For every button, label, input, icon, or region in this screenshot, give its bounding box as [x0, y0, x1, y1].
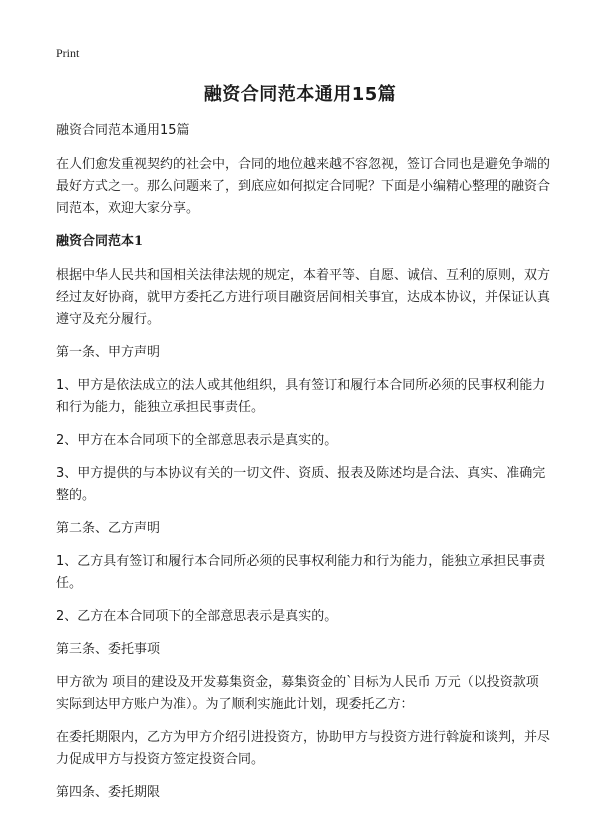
document-subtitle: 融资合同范本通用15篇 — [56, 123, 190, 138]
paragraph-3: 2、甲方在本合同项下的全部意思表示是真实的。 — [56, 433, 338, 448]
intro-paragraph: 在人们愈发重视契约的社会中，合同的地位越来越不容忽视，签订合同也是避免争端的最好方式之一。那么问题来了，到底应如何拟定合同呢？下面是小编精心整理的融资合同范本，欢迎大家分享。 — [56, 157, 551, 216]
document-body — [56, 120, 550, 815]
print-link[interactable]: Print — [56, 46, 80, 60]
paragraph-4: 3、甲方提供的与本协议有关的一切文件、资质、报表及陈述均是合法、真实、准确完整的。 — [56, 466, 546, 503]
paragraph-9: 甲方欲为 项目的建设及开发募集资金，募集资金的`目标为人民币 万元（以投资款项实际到达甲方账户为准）。为了顺利实施此计划，现委托乙方： — [56, 675, 539, 712]
clause-heading-2: 第二条、乙方声明 — [56, 521, 161, 536]
section-heading: 融资合同范本1 — [56, 234, 144, 249]
paragraph-6: 1、乙方具有签订和履行本合同所必须的民事权利能力和行为能力，能独立承担民事责任。 — [56, 554, 546, 591]
clause-heading-4: 第四条、委托期限 — [56, 785, 161, 800]
clause-heading-1: 第一条、甲方声明 — [56, 345, 161, 360]
paragraph-7: 2、乙方在本合同项下的全部意思表示是真实的。 — [56, 609, 338, 624]
paragraph-10: 在委托期限内，乙方为甲方介绍引进投资方，协助甲方与投资方进行斡旋和谈判，并尽力促成甲方与投资方签定投资合同。 — [56, 730, 551, 767]
paragraph-2: 1、甲方是依法成立的法人或其他组织，具有签订和履行本合同所必须的民事权利能力和行为能力，能独立承担民事责任。 — [56, 378, 546, 415]
page-title: 融资合同范本通用15篇 — [203, 84, 397, 105]
clause-heading-3: 第三条、委托事项 — [56, 642, 161, 657]
paragraph-0: 根据中华人民共和国相关法律法规的规定，本着平等、自愿、诚信、互利的原则，双方经过友好协商，就甲方委托乙方进行项目融资居间相关事宜，达成本协议，并保证认真遵守及充分履行。 — [56, 268, 551, 327]
